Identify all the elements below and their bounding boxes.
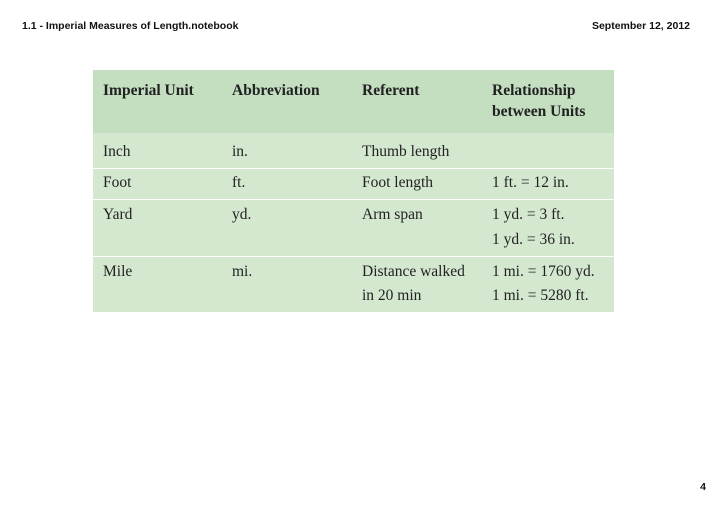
cell-relationship: 1 yd. = 3 ft. bbox=[492, 206, 565, 223]
cell-referent: Foot length bbox=[362, 174, 434, 191]
cell-abbreviation: in. bbox=[232, 143, 248, 160]
notebook-date: September 12, 2012 bbox=[591, 20, 690, 32]
cell-abbreviation: yd. bbox=[232, 206, 252, 223]
header-between-units: between Units bbox=[492, 103, 586, 120]
header-abbreviation: Abbreviation bbox=[232, 82, 320, 99]
cell-unit: Foot bbox=[103, 174, 132, 191]
cell-abbreviation: ft. bbox=[232, 174, 246, 191]
imperial-units-table bbox=[93, 70, 614, 312]
header-referent: Referent bbox=[362, 82, 420, 99]
cell-relationship: 1 ft. = 12 in. bbox=[492, 174, 569, 191]
cell-unit: Mile bbox=[103, 263, 133, 280]
notebook-title: 1.1 - Imperial Measures of Length.notebook bbox=[22, 20, 239, 32]
cell-referent: Arm span bbox=[362, 206, 423, 223]
cell-relationship: 1 mi. = 5280 ft. bbox=[492, 287, 589, 304]
cell-unit: Yard bbox=[103, 206, 133, 223]
header-relationship: Relationship bbox=[492, 82, 576, 99]
cell-unit: Inch bbox=[103, 143, 131, 160]
row-divider bbox=[93, 199, 614, 200]
cell-relationship: 1 mi. = 1760 yd. bbox=[492, 263, 595, 280]
row-divider bbox=[93, 168, 614, 169]
cell-referent: Distance walked bbox=[362, 263, 465, 280]
cell-abbreviation: mi. bbox=[232, 263, 253, 280]
table-header-row bbox=[93, 70, 614, 133]
cell-referent: in 20 min bbox=[362, 287, 422, 304]
cell-relationship: 1 yd. = 36 in. bbox=[492, 231, 575, 248]
header-imperial-unit: Imperial Unit bbox=[103, 82, 194, 99]
page-number: 4 bbox=[700, 481, 706, 493]
page-header bbox=[22, 20, 690, 34]
cell-referent: Thumb length bbox=[362, 143, 450, 160]
row-divider bbox=[93, 256, 614, 257]
